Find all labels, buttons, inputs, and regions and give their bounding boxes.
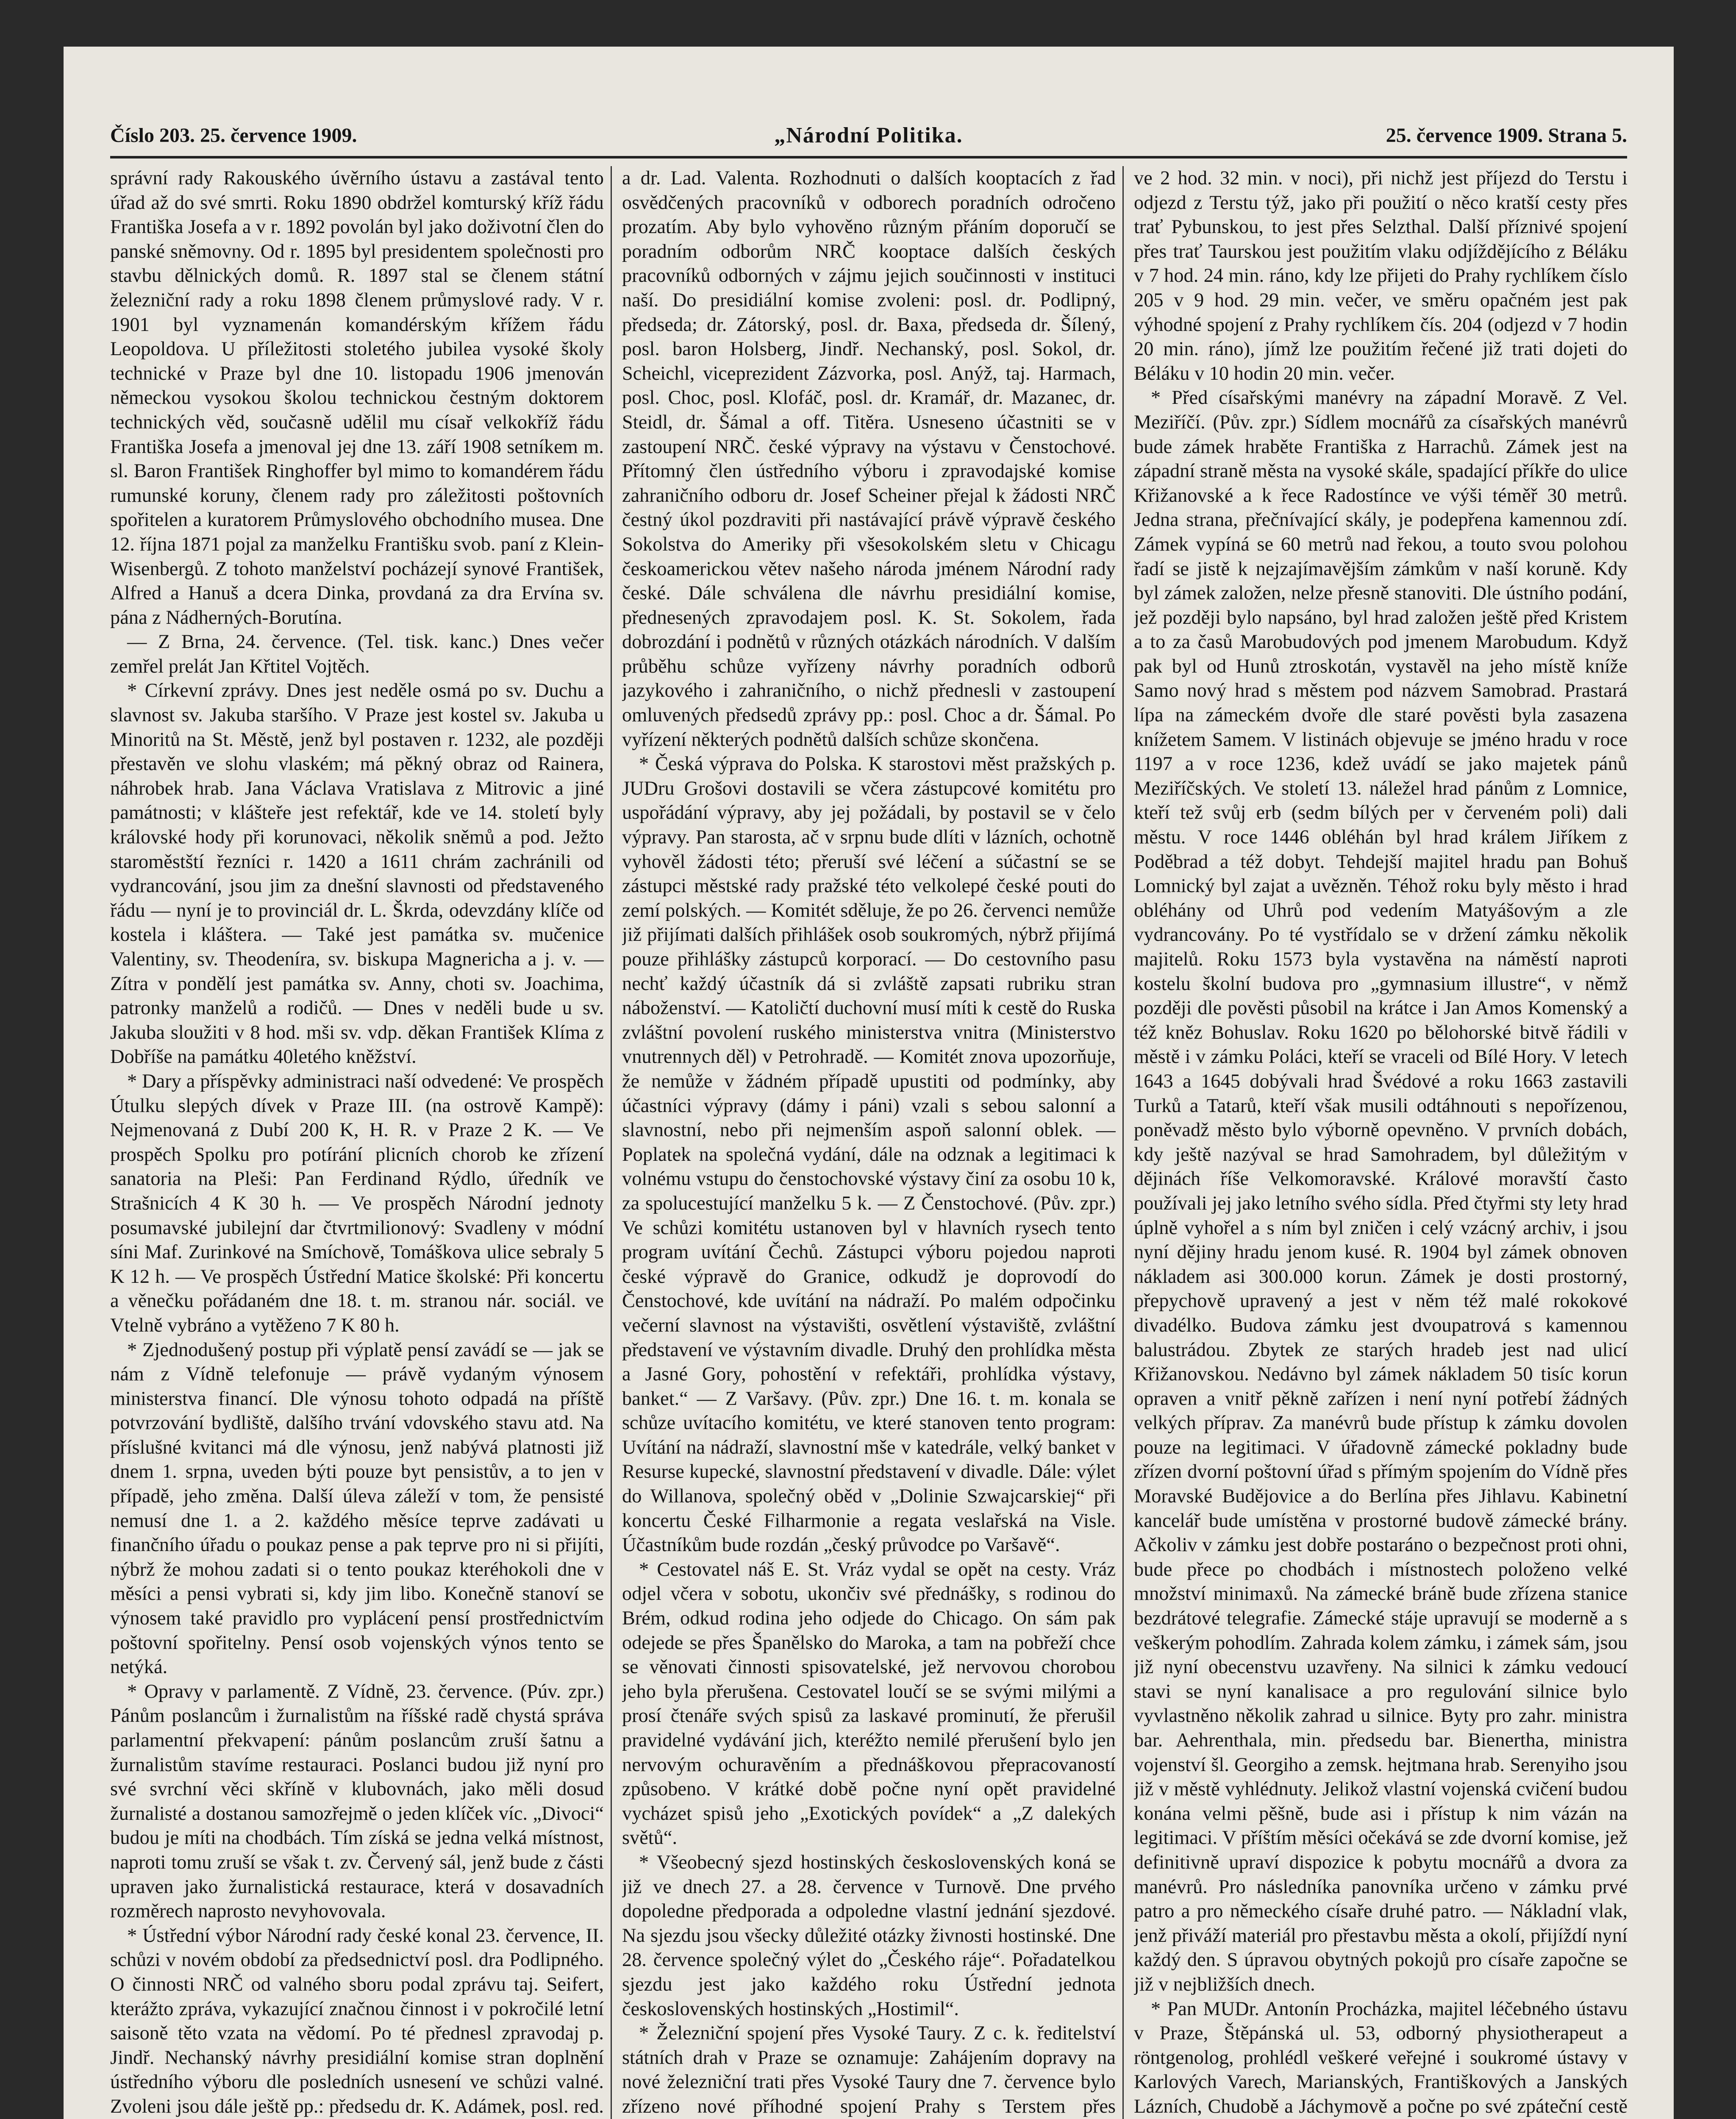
article-paragraph: ve 2 hod. 32 min. v noci), při nichž jest příjezd do Terstu i odjezd z Terstu týž, jako při použití o něco kratší cesty přes trať Pybunskou, to jest přes Selzthal. Další příznivé spojení přes trať Taurskou jest použitím vlaku odjíždějícího z Béláku v 7 hod. 24 min. ráno, kdy lze přijeti do Prahy rychlíkem číslo 205 v 9 hod. 29 min. večer, ve směru opačném jest pak výhodné spojení z Prahy rychlíkem čís. 204 (odjezd v 7 hodin 20 min. ráno), jímž lze použitím řečené již trati dojeti do Béláku v 10 hodin 20 min. večer. (1134, 167, 1628, 384)
article-paragraph: * Dary a příspěvky administraci naší odvedené: Ve prospěch Útulku slepých dívek v Praze III. (na ostrově Kampě): Nejmenovaná z Dubí 200 K, H. R. v Praze 2 K. — Ve prospěch Spolku pro potírání plicních chorob ke zřízení sanatoria na Pleši: Pan Ferdinand Rýdlo, úředník ve Strašnicích 4 K 30 h. — Ve prospěch Národní jednoty posumavské jubilejní dar čtvrtmilionový: Svadleny v módní síni Maf. Zurinkové na Smíchově, Tomáškova ulice sebraly 5 K 12 h. — Ve prospěch Ústřední Matice školské: Při koncertu a věnečku pořádaném dne 18. t. m. stranou nár. sociál. ve Vtelně vybráno a vytěženo 7 K 80 h. (110, 1070, 604, 1336)
article-paragraph: * Zjednodušený postup při výplatě pensí zavádí se — jak se nám z Vídně telefonuje — právě vydaným výnosem ministerstva financí. Dle výnosu tohoto odpadá na příště potvrzování bydliště, dalšího trvání vdovského stavu atd. Na příslušné kvitanci má dle výnosu, jenž nabývá platnosti již dnem 1. srpna, uveden býti pouze byt pensistův, a to jen v případě, jeho změna. Další úleva záleží v tom, že pensisté nemusí dne 1. a 2. každého měsíce teprve zadávati u finančního úřadu o poukaz pense a pak teprve pro ni si přijíti, nýbrž že mohou zadati si o tento poukaz kteréhokoli dne v měsíci a pensi vybrati si, kdy jim libo. Konečně stanoví se výnosem také pravidlo pro vyplácení pensí prostřednictvím poštovní spořitelny. Pensí osob vojenských výnos tento se netýká. (110, 1339, 604, 1678)
page-number-right: 25. července 1909. Strana 5. (1386, 124, 1627, 147)
article-paragraph: * Ústřední výbor Národní rady české konal 23. července, II. schůzi v novém období za předsednictví posl. dra Podlipného. O činnosti NRČ od valného sboru podal zprávu taj. Seifert, kterážto zpráva, vykazující značnou činnost i v pokročilé letní saisoně těto vzata na vědomí. Po té přednesl zpravodaj p. Jindř. Nechanský návrhy presidiální komise stran doplnění ústředního výboru dle posledních usnesení ve schůzi valné. Zvoleni jsou dále ještě pp.: předsedu dr. K. Adámek, posl. red. (110, 1924, 604, 2117)
article-paragraph: * Železniční spojení přes Vysoké Taury. Z c. k. ředitelství státních drah v Praze se oznamuje: Zahájením dopravy na nové železniční trati přes Vysoké Taury dne 7. července bylo zřízeno nové příhodné spojení Prahy s Terstem přes (622, 2022, 1116, 2117)
article-paragraph: * Opravy v parlamentě. Z Vídně, 23. července. (Púv. zpr.) Pánům poslancům i žurnalistům na říšské radě chystá správa parlamentní překvapení: pánům poslancům zruší šatnu a žurnalistům stavíme restauraci. Poslanci budou již nyní pro své svrchní věci skříně v klubovnách, jako měli dosud žurnalisté a dostanou samozřejmě o jeden klíček víc. „Divoci“ budou je míti na chodbách. Tím získá se jedna velká místnost, naproti tomu zruší se však t. zv. Červený sál, jenž bude z části upraven jako žurnalistická restaurace, která v dosavadních rozměrech naprosto nevyhovovala. (110, 1680, 604, 1922)
article-paragraph: správní rady Rakouského úvěrního ústavu a zastával tento úřad až do své smrti. Roku 1890 obdržel komturský kříž řádu Františka Josefa a v r. 1892 povolán byl jako doživotní člen do panské sněmovny. Od r. 1895 byl presidentem společnosti pro stavbu dělnických domů. R. 1897 stal se členem státní železniční rady a roku 1898 členem průmyslové rady. V r. 1901 byl vyznamenán komandérským křížem řádu Leopoldova. U příležitosti stoletého jubilea vysoké školy technické v Praze byl dne 10. listopadu 1906 jmenován německou vysokou školou technickou čestným doktorem technických věd, současně udělil mu císař velkokříž řádu Františka Josefa a jmenoval jej dne 13. září 1908 setníkem m. sl. Baron František Ringhoffer byl mimo to komandérem řádu rumunské koruny, členem rady pro záležitosti poštovních spořitelen a kuratorem Průmyslového obchodního musea. Dne 12. října 1871 pojal za manželku Františku svob. paní z Klein-Wisenbergů. Z tohoto manželství pocházejí synové František, Alfred a Hanuš a dcera Dinka, provdaná za dra Ervína sv. pána z Nádherných-Borutína. (110, 167, 604, 628)
column-3 (1134, 166, 1628, 2119)
column-divider (1122, 166, 1124, 2119)
newspaper-page (64, 47, 1674, 2119)
article-paragraph: * Česká výprava do Polska. K starostovi měst pražských p. JUDru Grošovi dostavili se včera zástupcové komitétu pro uspořádání výpravy, aby jej požádali, by postavil se v čelo výpravy. Pan starosta, ač v srpnu bude dlíti v lázních, ochotně vyhověl žádosti této; přeruší své léčení a súčastní se se zástupci městské rady pražské této velkolepé české pouti do zemí polských. — Komitét sděluje, že po 26. červenci nemůže již přijímati dalších přihlášek osob soukromých, nýbrž přijímá pouze přihlášky zástupců korporací. — Do cestovního pasu nechť každý účastník dá si zvláště zapsati rubriku stran náboženství. — Katoličtí duchovní musí míti k cestě do Ruska zvláštní povolení ruského ministerstva vnitra (Ministerstvo vnutrennych děl) v Petrohradě. — Komitét znova upozorňuje, že nemůže v žádném případě upustiti od podmínky, aby účastníci výpravy (dámy i páni) vzali s sebou salonní a slavnostní, nebo při nejmenším aspoň salonní oblek. — Poplatek na společná vydání, dále na odznak a legitimaci k volnému vstupu do čenstochovské výstavy činí za osobu 10 k, za spolucestující manželku 5 k. — Z Čenstochové. (Pův. zpr.) Ve schůzi komitétu ustanoven byl v hlavních rysech tento program uvítání Čechů. Zástupci výboru pojedou naproti české výpravě do Granice, odkudž je doprovodí do Čenstochové, kde uvítání na nádraží. Po malém odpočinku večerní slavnost na výstavišti, osvětlení výstaviště, zvláštní představení ve výstavním divadle. Druhý den prohlídka města a Jasné Gory, pohostění v refektáři, prohlídka výstavy, banket.“ — Z Varšavy. (Pův. zpr.) Dne 16. t. m. konala se schůze uvítacího komitétu, ve které stanoven tento program: Uvítání na nádraží, slavnostní mše v katedrále, velký banket v Resurse kupecké, slavnostní představení v divadle. Dále: výlet do Willanova, společný oběd v „Dolinie Szwajcarskiej“ při koncertu České Filharmonie a regata veslařská na Visle. Účastníkům bude rozdán „český průvodce po Varšavě“. (622, 753, 1116, 1556)
article-paragraph: * Před císařskými manévry na západní Moravě. Z Vel. Meziříčí. (Pův. zpr.) Sídlem mocnářů za císařských manévrů bude zámek hraběte Františka z Harrachů. Zámek jest na západní straně města na vysoké skále, spadající příkře do ulice Křižanovské a k řece Radostínce ve výši téměř 30 metrů. Jedna strana, přečnívající skály, je podepřena kamennou zdí. Zámek vypíná se 60 metrů nad řekou, a touto svou polohou řadí se jistě k nejzajímavějším zámkům v naší koruně. Kdy byl zámek založen, nelze přesně stanoviti. Dle ústního podání, jež později bylo napsáno, byl hrad založen ještě před Kristem a to za časů Marobudových pod jmenem Marobudum. Když pak byl od Hunů ztroskotán, vystavěl na jeho místě kníže Samo nový hrad s městem pod názvem Samobrad. Prastará lípa na zámeckém dvoře dle staré pověsti byla zasazena knížetem Samem. V listinách objevuje se jméno hradu v roce 1197 a v roce 1236, kdež uvádí se jako majetek pánů Meziříčských. Ve století 13. náležel hrad pánům z Lomnice, kteří tež svůj erb (sedm bílých per v červeném poli) dali městu. V roce 1446 obléhán byl hrad králem Jiříkem z Poděbrad a též dobyt. Tehdejší majitel hradu pan Bohuš Lomnický byl zajat a uvězněn. Téhož roku byly město i hrad obléhány od Uhrů pod vedením Matyášovým a zle vydrancovány. Po té vystřídalo se v držení zámku několik majitelů. Roku 1573 byla vystavěna na náměstí naproti kostelu školní budova pro „gymnasium illustre“, v němž později dle pověsti působil na krátce i Jan Amos Komenský a též kněz Bohuslav. Roku 1620 po bělohorské bitvě řádili v městě i v zámku Poláci, kteří se vraceli od Bílé Hory. V letech 1643 a 1645 dobývali hrad Švédové a roku 1663 zastavili Turků a Tatarů, kteří však musili odtáhnouti s nepořízenou, poněvadž město bylo výborně opevněno. V prvních dobách, kdy ještě nazýval se hrad Samohradem, byl důležitým v dějinách říše Velkomoravské. Králové moravští často používali jej jako letního svého sídla. Před čtyřmi sty lety hrad úplně vyhořel a s ním byl zničen i celý vzácný archiv, i jsou nyní dějiny hradu jenom kusé. R. 1904 byl zámek obnoven nákladem asi 300.000 korun. Zámek je dosti prostorný, přepychově upravený a jest v něm též malé rokokové divadélko. Budova zámku jest dvoupatrová s kamennou balustrádou. Zbytek ze starých hradeb jest nad ulicí Křižanovskou. Nedávno byl zámek nákladem 50 tisíc korun opraven a vnitř pěkně zařízen i není nyní potřebí žádných velkých příprav. Za manévrů bude přístup k zámku dovolen pouze na legitimaci. V úřadovně zámecké pokladny bude zřízen dvorní poštovní úřad s přímým spojením do Vídně přes Moravské Budějovice a do Berlína přes Jihlavu. Kabinetní kancelář bude umístěna v prostorné budově zámecké brány. Ačkoliv v zámku jest dobře postaráno o bezpečnost proti ohni, bude přece po chodbách i místnostech položeno velké množství minimaxů. Na zámecké bráně bude zřízena stanice bezdrátové telegrafie. Zámecké stáje upravují se moderně a s veškerým pohodlím. Zahrada kolem zámku, i zámek sám, jsou již nyní obecenstvu uzavřeny. Na silnici k zámku vedoucí stavi se nyní kanalisace a pro regulování silnice bylo vyvlastněno několik zahrad u silnice. Byty pro zahr. ministra bar. Aehrenthala, min. předsedu bar. Bienertha, ministra vojenství šl. Georgiho a zemsk. hejtmana hrab. Serenyiho jsou již v městě vyhlédnuty. Jelikož vlastní vojenská cvičení budou konána velmi pěšně, bude asi i přístup k nim vázán na legitimaci. V příštím měsíci očekává se zde dvorní komise, jež definitivně upraví dispozice k pobytu mocnářů a dvora za manévrů. Pro následníka panovníka určeno v zámku prvé patro a pro německého císaře druhé patro. — Nákladní vlak, jenž přiváží materiál pro přestavbu města a okolí, přijíždí nyní každý den. S úpravou obytných pokojů pro císaře započne se již v nejbližších dnech. (1134, 387, 1628, 1995)
newspaper-title: „Národní Politika. (774, 123, 963, 147)
masthead (110, 119, 1627, 153)
column-2 (622, 166, 1116, 2119)
article-paragraph: * Cestovatel náš E. St. Vráz vydal se opět na cesty. Vráz odjel včera v sobotu, ukončiv své přednášky, s rodinou do Brém, odkud rodina jeho odjede do Chicago. On sám pak odejede se přes Španělsko do Maroka, a tam na pobřeží chce se věnovati činnosti spisovatelské, jež nervovou chorobou jeho byla přerušena. Cestovatel loučí se se svými milými a prosí čtenáře svých spisů za laskavé prominutí, že přerušil pravidelné vydávání jich, kteréžto nemilé přerušení bylo jen nervovým ochuravěním a přednáškovou přepracovaností způsobeno. V krátké době počne nyní opět pravidelné vycházet spisů jeho „Exotických povídek“ a „Z dalekých světů“. (622, 1558, 1116, 1849)
article-paragraph: — Z Brna, 24. července. (Tel. tisk. kanc.) Dnes večer zemřel prelát Jan Křtitel Vojtěch. (110, 631, 604, 677)
column-divider (611, 166, 612, 2119)
article-paragraph: a dr. Lad. Valenta. Rozhodnuti o dalších kooptacích z řad osvědčených pracovníků v odborech poradních odročeno prozatím. Aby bylo vyhověno různým přáním doporučí se poradním odborům NRČ kooptace dalších českých pracovníků odborných v zájmu jejich součinnosti v instituci naší. Do presidiální komise zvoleni: posl. dr. Podlipný, předseda; dr. Zátorský, posl. dr. Baxa, předseda dr. Šílený, posl. baron Holsberg, Jindř. Nechanský, posl. Sokol, dr. Scheichl, viceprezident Zázvorka, posl. Anýž, taj. Harmach, posl. Choc, posl. Klofáč, posl. dr. Kramář, dr. Mazanec, dr. Steidl, dr. Šámal a off. Titěra. Usneseno účastniti se v zastoupení NRČ. české výpravy na výstavu v Čenstochové. Přítomný člen ústředního výboru i zpravodajské komise zahraničního odboru dr. Josef Scheiner přejal k žádosti NRČ čestný úkol pozdraviti při nastávající právě výpravě českého Sokolstva do Ameriky při všesokolském sletu v Chicagu českoamerickou větev našeho národa jménem Národní rady české. Dále schválena dle návrhu presidiální komise, přednesených zpravodajem posl. K. St. Sokolem, řada dobrozdání i podnětů v různých otázkách národních. V dalším průběhu schůze vyřízeny návrhy poradních odborů jazykového i zahraničního, o nichž přednesli v zastoupení omluvených předsedů zprávy pp.: posl. Choc a dr. Šámal. Po vyřízení některých podnětů dalších schůze skončena. (622, 167, 1116, 751)
header-rule (110, 156, 1627, 159)
article-paragraph: * Pan MUDr. Antonín Procházka, majitel léčebného ústavu v Praze, Štěpánská ul. 53, odborný physiotherapeut a röntgenolog, prohlédl veškeré veřejné i soukromé ústavy v Karlových Varech, Marianských, Františkových a Janských Lázních, Chudobě a Jáchymově a počne po své zpáteční cestě (1134, 1998, 1628, 2117)
article-paragraph: * Církevní zprávy. Dnes jest neděle osmá po sv. Duchu a slavnost sv. Jakuba staršího. V Praze jest kostel sv. Jakuba u Minoritů na St. Městě, jenž byl postaven r. 1232, ale později přestavěn ve slohu vlaském; má pěkný obraz od Rainera, náhrobek hrab. Jana Václava Vratislava z Mitrovic a jiné památnosti; v klášteře jest refektář, kde ve 14. století byly královské hody při korunovaci, několik sněmů a pod. Ježto staroměstští řezníci r. 1420 a 1611 chrám zachránili od vydrancování, jsou jim za dnešní slavnosti od představeného řádu — nyní je to provinciál dr. L. Škrda, odevzdány klíče od kostela i kláštera. — Také jest památka sv. mučenice Valentiny, sv. Theodeníra, sv. biskupa Magnericha a j. v. — Zítra v pondělí jest památka sv. Anny, choti sv. Joachima, patronky manželů a rodičů. — Dnes v neděli bude u sv. Jakuba sloužiti v 8 hod. mši sv. vdp. děkan František Klíma z Dobříše na památku 40letého kněžství. (110, 680, 604, 1068)
issue-date-left: Číslo 203. 25. července 1909. (110, 124, 357, 147)
article-paragraph: * Všeobecný sjezd hostinských československých koná se již ve dnech 27. a 28. července v Turnově. Dne prvého dopoledne předporada a odpoledne vlastní jednání sjezdové. Na sjezdu jsou všecky důležité otázky živnosti hostinské. Dne 28. července společný výlet do „Českého ráje“. Pořadatelkou sjezdu jest jako každého roku Ústřední jednota československých hostinských „Hostimil“. (622, 1851, 1116, 2020)
column-1 (110, 166, 604, 2119)
